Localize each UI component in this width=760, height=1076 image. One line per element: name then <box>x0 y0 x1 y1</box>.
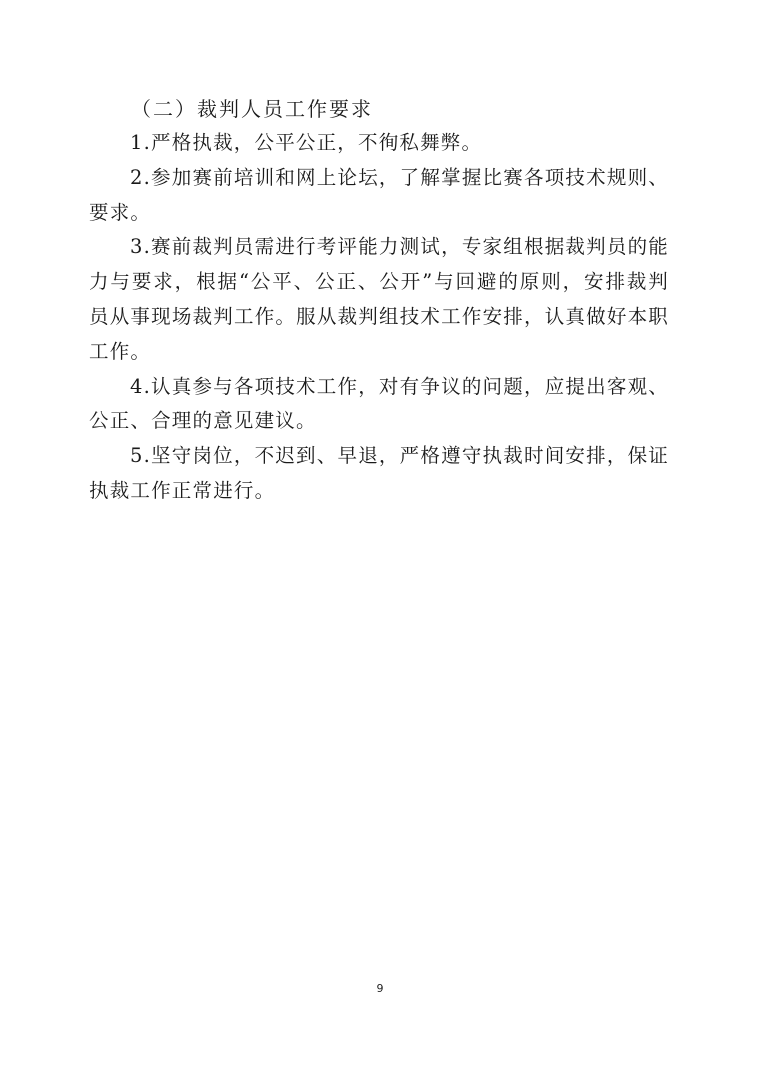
requirement-item-3: 3.赛前裁判员需进行考评能力测试，专家组根据裁判员的能力与要求，根据“公平、公正、公开”与回避的原则，安排裁判员从事现场裁判工作。服从裁判组技术工作安排，认真做好本职工作。 <box>89 235 669 363</box>
requirement-item-5: 5.坚守岗位，不迟到、早退，严格遵守执裁时间安排，保证执裁工作正常进行。 <box>89 444 669 502</box>
section-heading: （二）裁判人员工作要求 <box>131 97 373 121</box>
requirement-item-4: 4.认真参与各项技术工作，对有争议的问题，应提出客观、公正、合理的意见建议。 <box>89 374 669 433</box>
document-body <box>89 92 669 509</box>
requirement-item-1: 1.严格执裁，公平公正，不徇私舞弊。 <box>130 131 483 154</box>
requirement-item-2: 2.参加赛前培训和网上论坛，了解掌握比赛各项技术规则、要求。 <box>89 165 669 224</box>
page-number: 9 <box>376 982 384 995</box>
